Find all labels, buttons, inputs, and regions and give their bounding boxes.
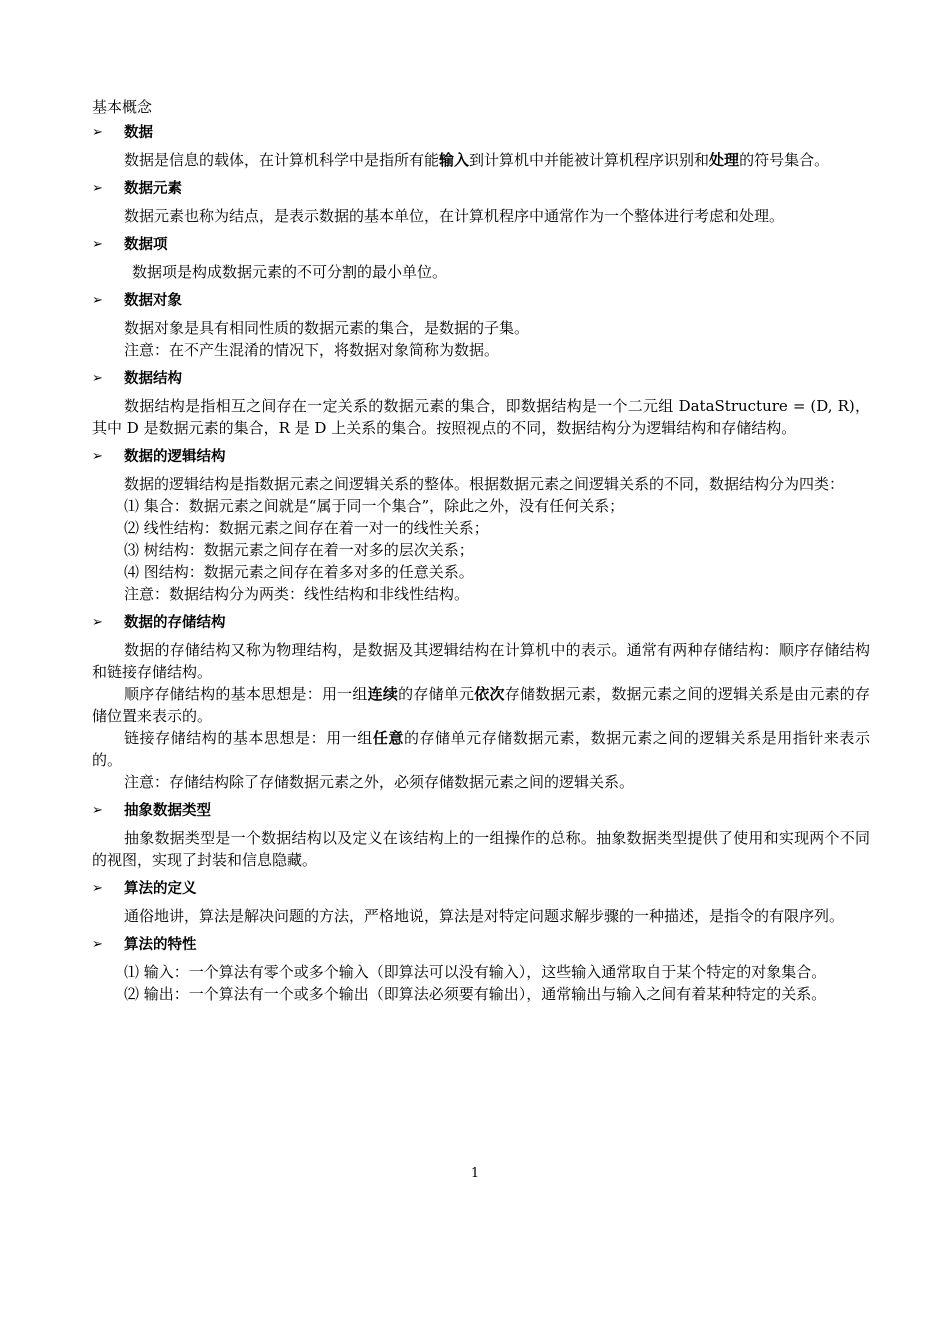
note-paragraph: 注意：数据结构分为两类：线性结构和非线性结构。	[124, 585, 470, 603]
note-paragraph: 注意：存储结构除了存储数据元素之外，必须存储数据元素之间的逻辑关系。	[124, 773, 635, 791]
bold-term: 输入	[439, 151, 470, 169]
section-heading	[92, 445, 870, 469]
paragraph	[92, 149, 870, 171]
section-heading	[92, 799, 870, 823]
paragraph: 通俗地讲，算法是解决问题的方法，严格地说，算法是对特定问题求解步骤的一种描述，是指令的有限序列。	[124, 907, 845, 925]
heading-text: 抽象数据类型	[124, 803, 211, 819]
paragraph: 数据元素也称为结点，是表示数据的基本单位，在计算机程序中通常作为一个整体进行考虑和处理。	[124, 207, 785, 225]
document-body	[92, 96, 870, 1011]
section-heading	[92, 367, 870, 391]
heading-text: 数据的存储结构	[124, 615, 226, 631]
section-data-structure	[92, 367, 870, 439]
arrow-bullet-icon: ➢	[92, 371, 103, 386]
section-algorithm-definition	[92, 877, 870, 927]
heading-text: 数据元素	[124, 181, 182, 197]
section-data-object	[92, 289, 870, 361]
section-heading	[92, 933, 870, 957]
text-run: 数据是信息的载体，在计算机科学中是指所有能	[124, 151, 440, 169]
heading-text: 数据	[124, 125, 153, 141]
section-data-item	[92, 233, 870, 283]
section-abstract-data-type	[92, 799, 870, 871]
section-heading	[92, 877, 870, 901]
list-item: ⑴ 集合：数据元素之间就是“属于同一个集合”，除此之外，没有任何关系；	[124, 497, 625, 515]
section-heading	[92, 121, 870, 145]
heading-text: 算法的特性	[124, 937, 197, 953]
heading-text: 算法的定义	[124, 881, 197, 897]
section-algorithm-properties	[92, 933, 870, 1005]
bold-term: 处理	[709, 151, 740, 169]
section-data-element	[92, 177, 870, 227]
section-logical-structure	[92, 445, 870, 605]
text-run: 顺序存储结构的基本思想是：用一组	[124, 685, 368, 703]
paragraph: ⑵ 输出：一个算法有一个或多个输出（即算法必须要有输出），通常输出与输入之间有着某种特定的关系。	[124, 985, 827, 1003]
paragraph: 抽象数据类型是一个数据结构以及定义在该结构上的一组操作的总称。抽象数据类型提供了使用和实现两个不同的视图，实现了封装和信息隐藏。	[92, 829, 870, 869]
list-item: ⑶ 树结构：数据元素之间存在着一对多的层次关系；	[124, 541, 474, 559]
text-run: 链接存储结构的基本思想是：用一组	[124, 729, 373, 747]
section-data	[92, 121, 870, 171]
heading-text: 数据结构	[124, 371, 182, 387]
text-run: 到计算机中并能被计算机程序识别和	[469, 151, 710, 169]
arrow-bullet-icon: ➢	[92, 125, 103, 140]
document-title: 基本概念	[92, 98, 153, 116]
page-number: 1	[470, 1166, 480, 1181]
section-heading	[92, 177, 870, 201]
section-heading	[92, 611, 870, 635]
arrow-bullet-icon: ➢	[92, 803, 103, 818]
list-item: ⑷ 图结构：数据元素之间存在着多对多的任意关系。	[124, 563, 474, 581]
arrow-bullet-icon: ➢	[92, 181, 103, 196]
paragraph: 数据对象是具有相同性质的数据元素的集合，是数据的子集。	[124, 319, 530, 337]
arrow-bullet-icon: ➢	[92, 881, 103, 896]
section-storage-structure	[92, 611, 870, 793]
arrow-bullet-icon: ➢	[92, 615, 103, 630]
section-heading	[92, 289, 870, 313]
paragraph: ⑴ 输入：一个算法有零个或多个输入（即算法可以没有输入），这些输入通常取自于某个特定的对象集合。	[124, 963, 827, 981]
arrow-bullet-icon: ➢	[92, 237, 103, 252]
text-run: 存储数据元素，数据元素之间的逻辑关系是由元素的存储位置来表示的。	[92, 685, 870, 725]
paragraph: 数据的逻辑结构是指数据元素之间逻辑关系的整体。根据数据元素之间逻辑关系的不同，数据结构分为四类：	[124, 475, 845, 493]
list-item: ⑵ 线性结构：数据元素之间存在着一对一的线性关系；	[124, 519, 489, 537]
section-heading	[92, 233, 870, 257]
text-run: 的存储单元	[398, 685, 475, 703]
bold-term: 连续	[367, 685, 399, 703]
text-run: 的符号集合。	[739, 151, 830, 169]
paragraph	[92, 727, 870, 771]
arrow-bullet-icon: ➢	[92, 937, 103, 952]
heading-text: 数据的逻辑结构	[124, 449, 226, 465]
paragraph: 数据结构是指相互之间存在一定关系的数据元素的集合，即数据结构是一个二元组 DataStructure = (D, R)，其中 D 是数据元素的集合，R 是 D 上关系的集合。按照视点的不同，数据结构分为逻辑结构和存储结构。	[92, 397, 870, 437]
paragraph: 数据的存储结构又称为物理结构，是数据及其逻辑结构在计算机中的表示。通常有两种存储结构：顺序存储结构和链接存储结构。	[92, 641, 870, 681]
bold-term: 任意	[372, 729, 404, 747]
arrow-bullet-icon: ➢	[92, 449, 103, 464]
bold-term: 依次	[474, 685, 505, 703]
text-run: 的存储单元存储数据元素，数据元素之间的逻辑关系是用指针来表示的。	[92, 729, 870, 769]
arrow-bullet-icon: ➢	[92, 293, 103, 308]
note-paragraph: 注意：在不产生混淆的情况下，将数据对象简称为数据。	[124, 341, 500, 359]
paragraph: 数据项是构成数据元素的不可分割的最小单位。	[132, 263, 448, 281]
heading-text: 数据对象	[124, 293, 182, 309]
paragraph	[92, 683, 870, 727]
heading-text: 数据项	[124, 237, 168, 253]
